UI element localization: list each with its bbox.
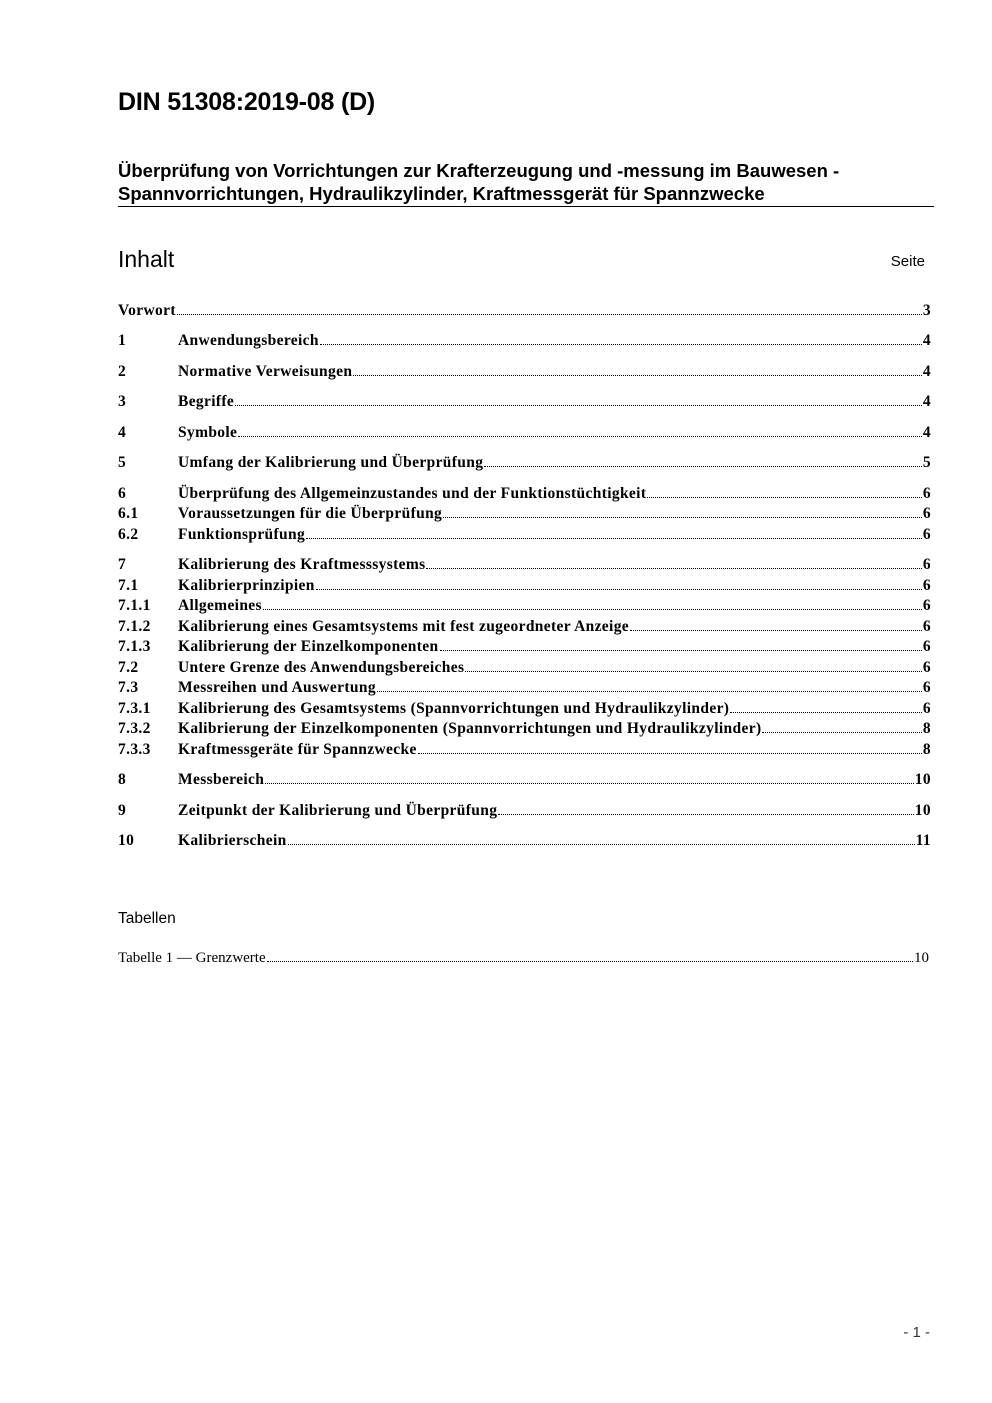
toc-entry-title: Kalibrierung eines Gesamtsystems mit fest zugeordneter Anzeige: [178, 618, 630, 635]
toc-entry-number: 6.1: [118, 505, 139, 522]
table-entry-page: 10: [914, 950, 929, 966]
toc-leader: [730, 711, 922, 713]
toc-leader: [267, 960, 913, 962]
toc-leader: [443, 516, 922, 518]
document-title: [118, 159, 938, 205]
toc-entry[interactable]: [118, 771, 931, 791]
toc-entry-title: Vorwort: [118, 302, 176, 319]
toc-entry-number: 9: [118, 802, 127, 819]
toc-entry-page: 5: [922, 454, 931, 471]
toc-entry-number: 7.1: [118, 577, 139, 594]
toc-entry[interactable]: [118, 597, 931, 617]
toc-entry-page: 6: [922, 526, 931, 543]
toc-entry[interactable]: [118, 505, 931, 525]
document-id: DIN 51308:2019-08 (D): [118, 88, 376, 116]
toc-leader: [235, 404, 922, 406]
toc-entry[interactable]: [118, 332, 931, 352]
toc-entry[interactable]: [118, 556, 931, 576]
toc-entry-page: 6: [922, 679, 931, 696]
toc-entry-number: 7.1.1: [118, 597, 151, 614]
toc-page-label: Seite: [890, 253, 925, 270]
toc-entry-page: 10: [914, 802, 931, 819]
toc-entry-page: 8: [922, 741, 931, 758]
toc-leader: [377, 690, 922, 692]
toc-entry-number: 6: [118, 485, 127, 502]
toc-entry-number: 2: [118, 363, 127, 380]
toc-leader: [465, 670, 922, 672]
toc-leader: [288, 843, 915, 845]
toc-entry[interactable]: [118, 659, 931, 679]
title-divider: [118, 206, 934, 207]
table-entry-title: Tabelle 1 — Grenzwerte: [118, 950, 266, 966]
toc-leader: [418, 752, 922, 754]
toc-entry-title: Überprüfung des Allgemeinzustandes und der Funktionstüchtigkeit: [178, 485, 647, 502]
toc-entry[interactable]: [118, 679, 931, 699]
toc-leader: [263, 608, 922, 610]
toc-entry-page: 10: [914, 771, 931, 788]
toc-entry-page: 4: [922, 424, 931, 441]
toc-entry[interactable]: [118, 454, 931, 474]
toc-entry-title: Voraussetzungen für die Überprüfung: [178, 505, 443, 522]
toc-leader: [440, 649, 922, 651]
toc-entry[interactable]: [118, 832, 931, 852]
toc-entry-title: Kalibrierung der Einzelkomponenten: [178, 638, 439, 655]
toc-entry-number: 7.3: [118, 679, 139, 696]
toc-entry-number: 10: [118, 832, 135, 849]
toc-entry-number: 1: [118, 332, 127, 349]
toc-entry-title: Kalibrierung des Kraftmesssystems: [178, 556, 426, 573]
toc-entry-page: 6: [922, 597, 931, 614]
toc-entry-number: 3: [118, 393, 127, 410]
toc-entry-title: Kraftmessgeräte für Spannzwecke: [178, 741, 417, 758]
toc-entry[interactable]: [118, 577, 931, 597]
toc-entry-number: 7.3.2: [118, 720, 151, 737]
page-number: - 1 -: [903, 1324, 930, 1341]
toc-entry[interactable]: [118, 526, 931, 546]
toc-entry-number: 7: [118, 556, 127, 573]
toc-entry[interactable]: [118, 393, 931, 413]
toc-entry-page: 11: [915, 832, 931, 849]
toc-entry-number: 7.3.1: [118, 700, 151, 717]
toc-entry-page: 6: [922, 556, 931, 573]
toc-leader: [498, 813, 913, 815]
toc-entry-title: Kalibrierschein: [178, 832, 287, 849]
toc-leader: [265, 782, 914, 784]
toc-entry-title: Untere Grenze des Anwendungsbereiches: [178, 659, 465, 676]
toc-entry-number: 7.3.3: [118, 741, 151, 758]
toc-entry-page: 4: [922, 332, 931, 349]
toc-leader: [316, 588, 922, 590]
toc-leader: [426, 567, 921, 569]
toc-entry-number: 7.2: [118, 659, 139, 676]
title-line-1: Überprüfung von Vorrichtungen zur Krafterzeugung und -messung im Bauwesen -: [118, 160, 840, 181]
toc-entry-page: 4: [922, 393, 931, 410]
toc-entry[interactable]: [118, 720, 931, 740]
toc-entry-number: 8: [118, 771, 127, 788]
toc-entry-title: Begriffe: [178, 393, 235, 410]
toc-heading: Inhalt: [118, 246, 175, 272]
toc-entry[interactable]: [118, 741, 931, 761]
toc-entry-title: Kalibrierung des Gesamtsystems (Spannvorrichtungen und Hydraulikzylinder): [178, 700, 730, 717]
toc-entry-page: 4: [922, 363, 931, 380]
toc-entry[interactable]: [118, 363, 931, 383]
toc-leader: [647, 496, 922, 498]
toc-entry-number: 7.1.3: [118, 638, 151, 655]
toc-entry-page: 6: [922, 638, 931, 655]
toc-entry-number: 4: [118, 424, 127, 441]
toc-entry-number: 5: [118, 454, 127, 471]
toc-entry-title: Messreihen und Auswertung: [178, 679, 376, 696]
toc-entry-number: 6.2: [118, 526, 139, 543]
toc-leader: [353, 374, 922, 376]
tables-heading: Tabellen: [118, 910, 176, 927]
toc-entry-title: Umfang der Kalibrierung und Überprüfung: [178, 454, 484, 471]
toc-entry-title: Zeitpunkt der Kalibrierung und Überprüfung: [178, 802, 498, 819]
toc-entry-page: 6: [922, 700, 931, 717]
toc-entry-title: Anwendungsbereich: [178, 332, 319, 349]
toc-entry-title: Funktionsprüfung: [178, 526, 306, 543]
toc-leader: [630, 629, 922, 631]
toc-entry-title: Kalibrierung der Einzelkomponenten (Spannvorrichtungen und Hydraulikzylinder): [178, 720, 762, 737]
toc-leader: [484, 465, 922, 467]
toc-entry[interactable]: [118, 485, 931, 505]
toc-entry-title: Symbole: [178, 424, 238, 441]
toc-entry[interactable]: [118, 802, 931, 822]
toc-leader: [177, 313, 922, 315]
toc-leader: [238, 435, 922, 437]
toc-entry-title: Kalibrierprinzipien: [178, 577, 315, 594]
toc-entry-title: Normative Verweisungen: [178, 363, 353, 380]
toc-entry-page: 6: [922, 659, 931, 676]
toc-entry-number: 7.1.2: [118, 618, 151, 635]
toc-entry[interactable]: [118, 424, 931, 444]
toc-entry-page: 6: [922, 505, 931, 522]
toc-leader: [762, 731, 921, 733]
toc-entry-page: 3: [922, 302, 931, 319]
toc-entry-page: 6: [922, 577, 931, 594]
toc-entry[interactable]: [118, 618, 931, 638]
toc-entry[interactable]: [118, 700, 931, 720]
toc-leader: [320, 343, 922, 345]
title-line-2: Spannvorrichtungen, Hydraulikzylinder, Kraftmessgerät für Spannzwecke: [118, 183, 765, 204]
toc-entry[interactable]: [118, 638, 931, 658]
toc-entry-page: 6: [922, 485, 931, 502]
toc-entry-title: Allgemeines: [178, 597, 262, 614]
toc-entry[interactable]: [118, 302, 931, 322]
toc-entry-page: 8: [922, 720, 931, 737]
toc-entry-page: 6: [922, 618, 931, 635]
toc-entry-title: Messbereich: [178, 771, 265, 788]
table-list-entry[interactable]: [118, 950, 929, 967]
toc-leader: [306, 537, 922, 539]
